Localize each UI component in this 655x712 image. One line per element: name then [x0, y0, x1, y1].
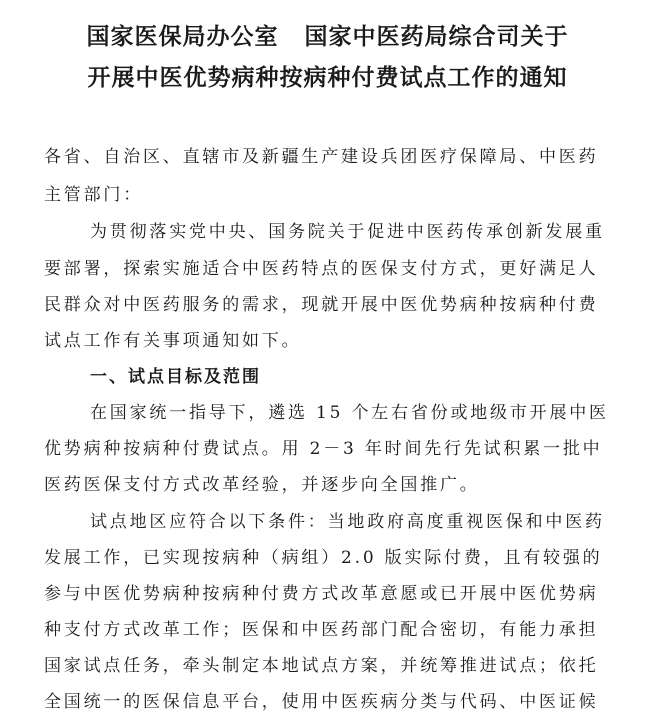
document-title-line-2: 开展中医优势病种按病种付费试点工作的通知	[87, 65, 568, 91]
intro-paragraph-line-1: 为贯彻落实党中央、国务院关于促进中医药传承创新发展重	[90, 222, 605, 242]
section1-paragraph2-line-5: 国家试点任务，牵头制定本地试点方案，并统筹推进试点；依托	[44, 656, 599, 676]
addressee-line-1: 各省、自治区、直辖市及新疆生产建设兵团医疗保障局、中医药	[44, 147, 599, 167]
intro-paragraph-line-2: 要部署，探索实施适合中医药特点的医保支付方式，更好满足人	[44, 259, 599, 279]
section-heading-1: 一、试点目标及范围	[90, 367, 261, 387]
section1-paragraph2-line-1: 试点地区应符合以下条件：当地政府高度重视医保和中医药	[90, 512, 605, 532]
issuer-1: 国家医保局办公室	[86, 24, 279, 50]
section1-paragraph2-line-6: 全国统一的医保信息平台，使用中医疾病分类与代码、中医证候	[44, 692, 599, 712]
section1-paragraph2-line-4: 种支付方式改革工作；医保和中医药部门配合密切，有能力承担	[44, 620, 599, 640]
section1-paragraph1-line-2: 优势病种按病种付费试点。用 2－3 年时间先行先试积累一批中	[44, 439, 603, 459]
intro-paragraph-line-3: 民群众对中医药服务的需求，现就开展中医优势病种按病种付费	[44, 295, 599, 315]
section1-paragraph1-line-1: 在国家统一指导下，遴选 15 个左右省份或地级市开展中医	[90, 403, 609, 423]
addressee-line-2: 主管部门：	[44, 185, 143, 205]
section1-paragraph2-line-3: 参与中医优势病种按病种付费方式改革意愿或已开展中医优势病	[44, 584, 599, 604]
issuer-2-and-subject: 国家中医药局综合司关于	[304, 24, 569, 50]
document-title-line-1	[0, 18, 655, 51]
section1-paragraph2-line-2: 发展工作，已实现按病种（病组）2.0 版实际付费，且有较强的	[44, 548, 603, 568]
intro-paragraph-line-4: 试点工作有关事项通知如下。	[44, 331, 302, 351]
section1-paragraph1-line-3: 医药医保支付方式改革经验，并逐步向全国推广。	[44, 475, 480, 495]
